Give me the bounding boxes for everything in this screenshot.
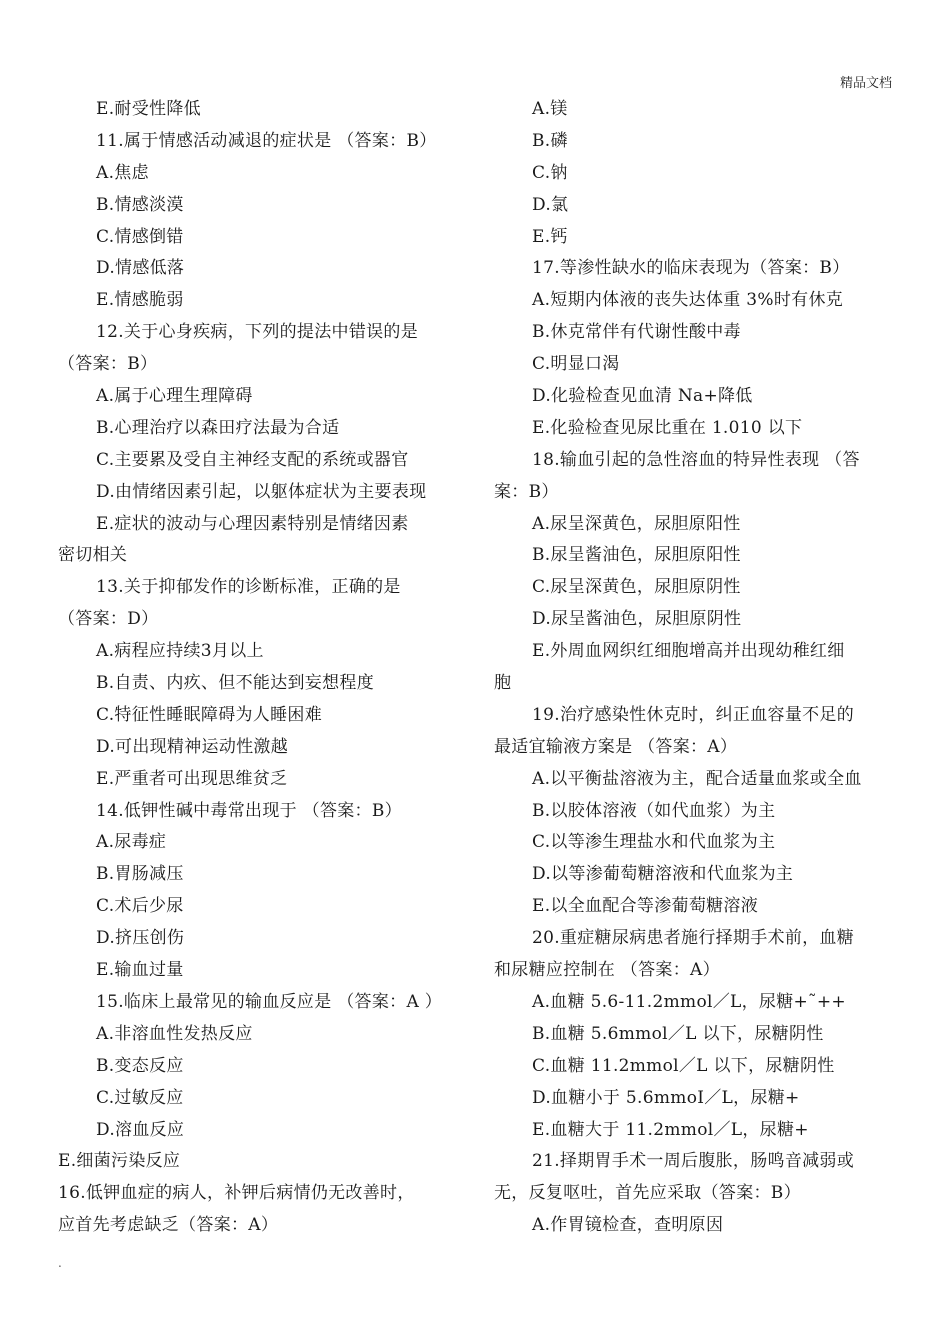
text-line: 最适宜输液方案是 （答案：A） xyxy=(494,736,738,757)
text-line: （答案：B） xyxy=(58,354,158,375)
header-tag: 精品文档 xyxy=(839,76,892,91)
text-line: 和尿糖应控制在 （答案：A） xyxy=(494,960,720,981)
text-line: C.明显口渴 xyxy=(532,354,620,375)
text-line: 案：B） xyxy=(494,481,559,502)
text-line: 13.关于抑郁发作的诊断标准，正确的是 xyxy=(96,577,401,598)
text-line: D.挤压创伤 xyxy=(96,928,185,949)
text-line: B.情感淡漠 xyxy=(96,194,184,215)
text-line: C.术后少尿 xyxy=(96,896,184,917)
text-line: 19.治疗感染性休克时，纠正血容量不足的 xyxy=(532,704,855,725)
text-line: A.血糖 5.6-11.2mmol／L，尿糖+˜++ xyxy=(532,991,846,1012)
text-line: 应首先考虑缺乏（答案：A） xyxy=(58,1215,279,1236)
text-line: D.血糖小于 5.6mmoI／L，尿糖+ xyxy=(532,1087,800,1108)
text-line: C.钠 xyxy=(532,162,568,183)
text-line: B.自责、内疚、但不能达到妄想程度 xyxy=(96,673,374,694)
text-line: D.以等渗葡萄糖溶液和代血浆为主 xyxy=(532,864,794,885)
text-line: 18.输血引起的急性溶血的特异性表现 （答 xyxy=(532,449,860,470)
text-line: C.主要累及受自主神经支配的系统或器官 xyxy=(96,449,409,470)
text-line: B.休克常伴有代谢性酸中毒 xyxy=(532,322,741,343)
text-line: B.磷 xyxy=(532,130,568,151)
text-line: 16.低钾血症的病人，补钾后病情仍无改善时， xyxy=(58,1183,415,1204)
text-line: E.外周血网织红细胞增高并出现幼稚红细 xyxy=(532,641,845,662)
text-line: D.由情绪因素引起，以躯体症状为主要表现 xyxy=(96,481,427,502)
text-line: C.以等渗生理盐水和代血浆为主 xyxy=(532,832,776,853)
text-line: E.以全血配合等渗葡萄糖溶液 xyxy=(532,896,759,917)
text-line: A.作胃镜检查，查明原因 xyxy=(532,1215,724,1236)
text-line: 11.属于情感活动减退的症状是 （答案：B） xyxy=(96,130,437,151)
text-line: 无，反复呕吐，首先应采取（答案：B） xyxy=(494,1183,801,1204)
text-line: 15.临床上最常见的输血反应是 （答案：A ） xyxy=(96,991,443,1012)
text-line: C.血糖 11.2mmol／L 以下，尿糖阴性 xyxy=(532,1055,835,1076)
text-line: B.胃肠减压 xyxy=(96,864,184,885)
text-line: 14.低钾性碱中毒常出现于 （答案：B） xyxy=(96,800,402,821)
text-line: E.耐受性降低 xyxy=(96,99,201,119)
text-line: E.情感脆弱 xyxy=(96,290,184,311)
text-line: E.化验检查见尿比重在 1.010 以下 xyxy=(532,417,803,438)
text-line: 20.重症糖尿病患者施行择期手术前，血糖 xyxy=(532,928,855,949)
text-line: B.尿呈酱油色，尿胆原阳性 xyxy=(532,545,741,566)
text-line: D.溶血反应 xyxy=(96,1119,185,1140)
text-line: E.症状的波动与心理因素特别是情绪因素 xyxy=(96,513,409,534)
text-line: E.血糖大于 11.2mmol／L，尿糖+ xyxy=(532,1119,809,1140)
text-line: B.以胶体溶液（如代血浆）为主 xyxy=(532,800,776,821)
left-column xyxy=(58,94,468,1242)
text-line: 21.择期胃手术一周后腹胀，肠鸣音减弱或 xyxy=(532,1151,855,1172)
text-line: A.尿呈深黄色，尿胆原阳性 xyxy=(532,513,741,534)
text-line: E.输血过量 xyxy=(96,960,184,981)
text-line: A.以平衡盐溶液为主，配合适量血浆或全血 xyxy=(532,768,862,789)
text-line: B.血糖 5.6mmol／L 以下，尿糖阴性 xyxy=(532,1023,824,1044)
text-line: D.氯 xyxy=(532,194,569,215)
text-line: C.特征性睡眠障碍为人睡困难 xyxy=(96,704,323,725)
text-line: B.变态反应 xyxy=(96,1055,184,1076)
text-line: D.可出现精神运动性激越 xyxy=(96,736,289,757)
text-line: C.情感倒错 xyxy=(96,226,184,247)
text-line: B.心理治疗以森田疗法最为合适 xyxy=(96,417,340,438)
text-line: A.焦虑 xyxy=(96,162,149,183)
text-line: E.严重者可出现思维贫乏 xyxy=(96,768,288,789)
text-line: E.细菌污染反应 xyxy=(58,1151,181,1172)
text-line: D.化验检查见血清 Na+降低 xyxy=(532,386,753,407)
text-line: 密切相关 xyxy=(58,545,128,566)
text-line: 12.关于心身疾病，下列的提法中错误的是 xyxy=(96,322,419,343)
text-line: D.情感低落 xyxy=(96,258,185,279)
text-line: A.病程应持续3月以上 xyxy=(96,641,264,662)
text-line: 17.等渗性缺水的临床表现为（答案：B） xyxy=(532,258,850,279)
text-line: A.尿毒症 xyxy=(96,832,167,853)
text-line: D.尿呈酱油色，尿胆原阴性 xyxy=(532,609,742,630)
text-line: E.钙 xyxy=(532,226,568,247)
text-line: C.尿呈深黄色，尿胆原阴性 xyxy=(532,577,741,598)
text-line: （答案：D） xyxy=(58,609,159,630)
text-line: C.过敏反应 xyxy=(96,1087,184,1108)
text-line: A.属于心理生理障碍 xyxy=(96,386,253,407)
text-line: A.非溶血性发热反应 xyxy=(96,1023,253,1044)
text-line: 胞 xyxy=(494,673,512,694)
text-line: A.镁 xyxy=(532,99,568,119)
right-column xyxy=(494,94,904,1242)
text-line: A.短期内体液的丧失达体重 3%时有休克 xyxy=(532,290,844,311)
footer-mark: . xyxy=(58,1256,62,1270)
